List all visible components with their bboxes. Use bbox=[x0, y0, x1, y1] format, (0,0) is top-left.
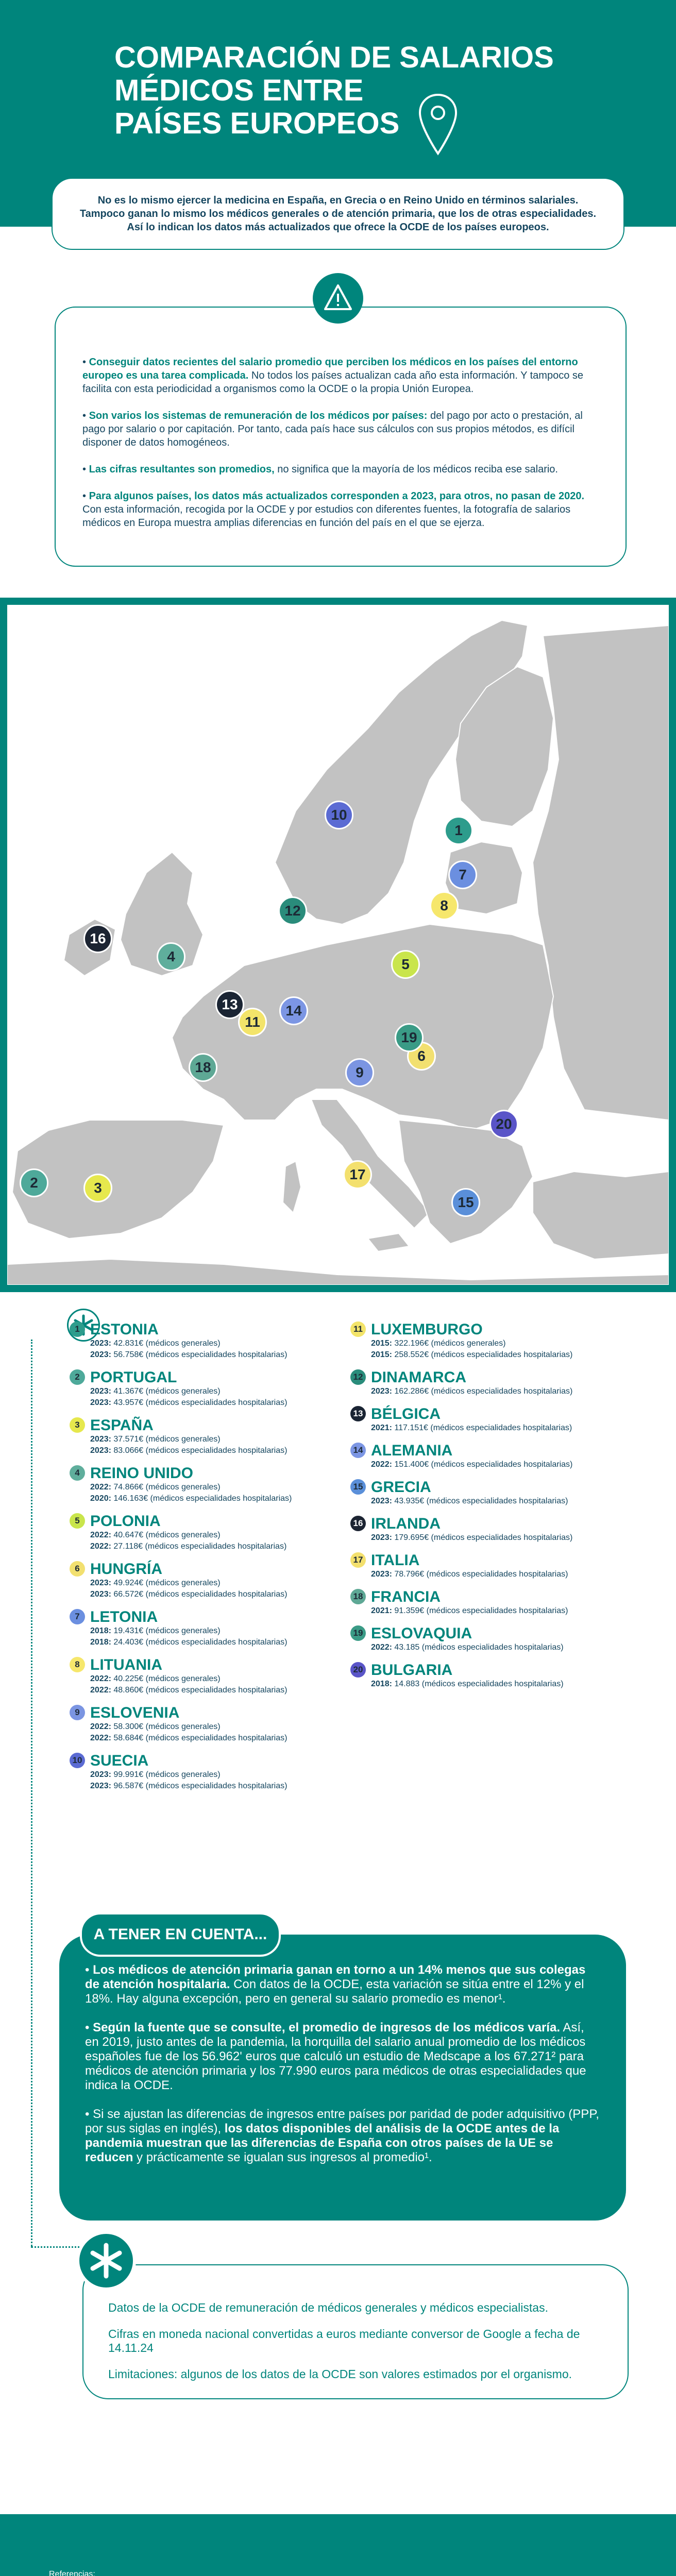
salary-year: 2022: bbox=[90, 1734, 111, 1742]
warning-paragraph: • Conseguir datos recientes del salario promedio que perciben los médicos en los países del entorno europeo es una tarea complicada. No todos los países actualizan cada año esta información. Y tampoco se facilita con esta periodicidad a organismos como la OCDE o la propia Unión Europea. bbox=[82, 357, 583, 395]
dotted-connector bbox=[31, 1340, 33, 2246]
salary-value: 179.695€ (médicos especialidades hospitalarias) bbox=[392, 1533, 573, 1542]
country-number-badge: 19 bbox=[350, 1625, 366, 1641]
salary-row bbox=[90, 1589, 337, 1600]
methodology-note-1: Datos de la OCDE de remuneración de médicos generales y médicos especialistas. bbox=[108, 2301, 548, 2314]
salary-year: 2022: bbox=[90, 1674, 111, 1683]
country-name: DINAMARCA bbox=[371, 1369, 466, 1386]
map-marker-14: 14 bbox=[279, 996, 308, 1025]
map-marker-7: 7 bbox=[448, 860, 477, 889]
country-item bbox=[350, 1662, 618, 1690]
map-marker-4: 4 bbox=[157, 942, 185, 971]
country-name: ESTONIA bbox=[90, 1321, 159, 1338]
country-item bbox=[70, 1609, 337, 1648]
map-marker-15: 15 bbox=[451, 1188, 480, 1217]
salary-value: 146.163€ (médicos especialidades hospitalarias) bbox=[111, 1494, 292, 1503]
asterisk-icon bbox=[88, 2242, 125, 2279]
salary-row bbox=[90, 1721, 337, 1733]
country-number-badge: 1 bbox=[70, 1321, 85, 1337]
country-item bbox=[70, 1705, 337, 1744]
country-item bbox=[350, 1552, 618, 1580]
salary-row bbox=[90, 1625, 337, 1637]
salary-year: 2023: bbox=[371, 1497, 392, 1505]
salary-row bbox=[90, 1386, 337, 1397]
country-number-badge: 17 bbox=[350, 1552, 366, 1568]
country-number-badge: 20 bbox=[350, 1662, 366, 1677]
country-item bbox=[70, 1657, 337, 1696]
salary-year: 2023: bbox=[371, 1387, 392, 1396]
note-p3-rest: y prácticamente se igualan sus ingresos al promedio¹. bbox=[133, 2150, 432, 2164]
warning-icon bbox=[313, 273, 363, 324]
salary-value: 117.151€ (médicos especialidades hospitalarias) bbox=[392, 1423, 572, 1432]
salary-value: 83.066€ (médicos especialidades hospitalarias) bbox=[111, 1446, 288, 1455]
country-number-badge: 13 bbox=[350, 1406, 366, 1421]
salary-row bbox=[90, 1685, 337, 1696]
asterisk-badge-large bbox=[76, 2231, 136, 2291]
map-marker-6: 6 bbox=[407, 1042, 436, 1071]
salary-year: 2023: bbox=[90, 1782, 111, 1790]
salary-row bbox=[90, 1637, 337, 1648]
country-item bbox=[70, 1465, 337, 1504]
country-number-badge: 10 bbox=[70, 1753, 85, 1768]
country-item bbox=[70, 1513, 337, 1552]
salary-value: 24.403€ (médicos especialidades hospitalarias) bbox=[111, 1638, 288, 1647]
country-item bbox=[350, 1625, 618, 1653]
salary-value: 48.860€ (médicos especialidades hospitalarias) bbox=[111, 1686, 288, 1694]
salary-value: 99.991€ (médicos generales) bbox=[111, 1770, 221, 1779]
salary-row bbox=[90, 1541, 337, 1552]
salary-value: 40.647€ (médicos generales) bbox=[111, 1531, 221, 1539]
country-name: REINO UNIDO bbox=[90, 1465, 194, 1482]
warning-paragraph: • Son varios los sistemas de remuneración de los médicos por países: del pago por acto o prestación, al pago por salario o por capitación. Por tanto, cada país hace sus cálculos con sus propios métodos, es difícil disponer de datos homogéneos. bbox=[82, 410, 583, 448]
country-name: SUECIA bbox=[90, 1752, 149, 1769]
salary-value: 56.758€ (médicos especialidades hospitalarias) bbox=[111, 1350, 288, 1359]
country-item bbox=[350, 1516, 618, 1544]
salary-value: 96.587€ (médicos especialidades hospitalarias) bbox=[111, 1782, 288, 1790]
warning-p1-bold: Conseguir datos recientes del salario promedio que perciben los médicos en los países del entorno europeo es una tarea complicada. bbox=[82, 357, 578, 381]
salary-row bbox=[371, 1569, 618, 1580]
country-name: POLONIA bbox=[90, 1513, 161, 1530]
map-marker-18: 18 bbox=[189, 1053, 217, 1082]
salary-row bbox=[90, 1530, 337, 1541]
salary-row bbox=[371, 1605, 618, 1617]
salary-year: 2021: bbox=[371, 1423, 392, 1432]
country-item bbox=[70, 1561, 337, 1600]
country-number-badge: 8 bbox=[70, 1657, 85, 1672]
map-marker-8: 8 bbox=[430, 891, 459, 920]
note-p1-rest: Con datos de la OCDE, esta variación se sitúa entre el 12% y el 18%. Hay alguna excepción, pero en general su salario promedio es menor¹. bbox=[85, 1977, 584, 2006]
map-marker-17: 17 bbox=[343, 1160, 372, 1189]
country-name: HUNGRÍA bbox=[90, 1561, 162, 1578]
country-number-badge: 7 bbox=[70, 1609, 85, 1624]
country-item bbox=[70, 1417, 337, 1456]
salary-year: 2023: bbox=[90, 1387, 111, 1396]
country-name: IRLANDA bbox=[371, 1515, 441, 1532]
salary-value: 19.431€ (médicos generales) bbox=[111, 1626, 221, 1635]
salary-row bbox=[90, 1434, 337, 1445]
salary-value: 91.359€ (médicos especialidades hospitalarias) bbox=[392, 1606, 568, 1615]
salary-year: 2023: bbox=[90, 1350, 111, 1359]
warning-badge bbox=[313, 273, 363, 324]
salary-row bbox=[90, 1781, 337, 1792]
warning-text bbox=[82, 355, 603, 543]
salary-value: 258.552€ (médicos especialidades hospitalarias) bbox=[392, 1350, 573, 1359]
references bbox=[49, 2569, 247, 2576]
salary-year: 2015: bbox=[371, 1350, 392, 1359]
salary-value: 49.924€ (médicos generales) bbox=[111, 1579, 221, 1587]
warning-p2-rest: del pago por acto o prestación, al pago por salario o por capitación. Por tanto, cada país hace sus cálculos con sus propios métodos, es difícil disponer de datos homogéneos. bbox=[82, 410, 583, 448]
warning-p1-rest: No todos los países actualizan cada año esta información. Y tampoco se facilita con esta periodicidad a organismos como la OCDE o la propia Unión Europea. bbox=[82, 370, 583, 395]
salary-value: 43.185 (médicos especialidades hospitalarias) bbox=[392, 1643, 564, 1652]
warning-p2-bold: Son varios los sistemas de remuneración de los médicos por países: bbox=[89, 410, 428, 421]
intro-box bbox=[52, 178, 624, 250]
page-title bbox=[114, 41, 578, 140]
references-title: Referencias: bbox=[49, 2570, 95, 2576]
note-paragraph: • Según la fuente que se consulte, el promedio de ingresos de los médicos varía. Así, en 2019, justo antes de la pandemia, la horquilla del salario anual promedio de los médicos españoles fue de los 56.962' euros que calculó un estudio de Medscape a los 67.271² para médicos de atención primaria y los 77.990 euros para médicos de otras especialidades que indica la OCDE. bbox=[85, 2021, 586, 2092]
country-name: BÉLGICA bbox=[371, 1405, 441, 1422]
salary-row bbox=[90, 1397, 337, 1409]
warning-p3-rest: no significa que la mayoría de los médicos reciba ese salario. bbox=[274, 464, 558, 475]
salary-row bbox=[371, 1642, 618, 1653]
salary-year: 2023: bbox=[90, 1579, 111, 1587]
salary-year: 2022: bbox=[371, 1460, 392, 1469]
salary-year: 2020: bbox=[90, 1494, 111, 1503]
warning-p4-bold: Para algunos países, los datos más actualizados corresponden a 2023, para otros, no pasan de 2020. bbox=[89, 490, 585, 502]
salary-value: 42.831€ (médicos generales) bbox=[111, 1339, 221, 1348]
salary-value: 78.796€ (médicos especialidades hospitalarias) bbox=[392, 1570, 568, 1579]
country-item bbox=[350, 1369, 618, 1397]
country-name: GRECIA bbox=[371, 1479, 431, 1496]
warning-paragraph: • Las cifras resultantes son promedios, no significa que la mayoría de los médicos reciba ese salario. bbox=[82, 464, 558, 475]
country-number-badge: 12 bbox=[350, 1369, 366, 1385]
methodology-note-3: Limitaciones: algunos de los datos de la OCDE son valores estimados por el organismo. bbox=[108, 2367, 572, 2381]
country-number-badge: 3 bbox=[70, 1417, 85, 1433]
country-number-badge: 18 bbox=[350, 1589, 366, 1604]
salary-year: 2022: bbox=[90, 1483, 111, 1492]
salary-row bbox=[90, 1349, 337, 1361]
map-marker-3: 3 bbox=[83, 1174, 112, 1202]
country-number-badge: 9 bbox=[70, 1705, 85, 1720]
salary-year: 2022: bbox=[371, 1643, 392, 1652]
country-number-badge: 2 bbox=[70, 1369, 85, 1385]
note-p2-bold: Según la fuente que se consulte, el promedio de ingresos de los médicos varía. bbox=[93, 2021, 560, 2035]
europe-map bbox=[7, 605, 669, 1285]
intro-text: No es lo mismo ejercer la medicina en España, en Grecia o en Reino Unido en términos salariales. Tampoco ganan lo mismo los médicos generales o de atención primaria, que los de otras especialidades. Así lo indican los datos más actualizados que ofrece la OCDE de los países europeos. bbox=[79, 195, 597, 233]
salary-row bbox=[90, 1733, 337, 1744]
country-name: LUXEMBURGO bbox=[371, 1321, 483, 1338]
map-marker-9: 9 bbox=[345, 1058, 374, 1087]
salary-year: 2015: bbox=[371, 1339, 392, 1348]
salary-row bbox=[371, 1349, 618, 1361]
salary-year: 2023: bbox=[90, 1398, 111, 1407]
country-number-badge: 5 bbox=[70, 1513, 85, 1529]
salary-row bbox=[371, 1386, 618, 1397]
salary-year: 2022: bbox=[90, 1542, 111, 1551]
salary-row bbox=[90, 1338, 337, 1349]
country-list-right bbox=[350, 1321, 618, 1699]
country-name: LETONIA bbox=[90, 1608, 158, 1625]
salary-row bbox=[371, 1338, 618, 1349]
salary-row bbox=[90, 1445, 337, 1456]
salary-year: 2022: bbox=[90, 1686, 111, 1694]
methodology-text bbox=[108, 2301, 598, 2394]
salary-value: 41.367€ (médicos generales) bbox=[111, 1387, 221, 1396]
country-name: PORTUGAL bbox=[90, 1369, 177, 1386]
salary-year: 2023: bbox=[90, 1770, 111, 1779]
salary-value: 58.684€ (médicos especialidades hospitalarias) bbox=[111, 1734, 288, 1742]
salary-row bbox=[90, 1578, 337, 1589]
salary-year: 2022: bbox=[90, 1722, 111, 1731]
country-item bbox=[70, 1369, 337, 1409]
salary-year: 2022: bbox=[90, 1531, 111, 1539]
country-number-badge: 16 bbox=[350, 1516, 366, 1531]
salary-value: 43.957€ (médicos especialidades hospitalarias) bbox=[111, 1398, 288, 1407]
salary-row bbox=[371, 1496, 618, 1507]
map-marker-1: 1 bbox=[444, 816, 473, 845]
map-marker-10: 10 bbox=[325, 801, 353, 829]
salary-year: 2018: bbox=[90, 1638, 111, 1647]
salary-year: 2018: bbox=[90, 1626, 111, 1635]
salary-year: 2018: bbox=[371, 1680, 392, 1688]
salary-year: 2021: bbox=[371, 1606, 392, 1615]
salary-year: 2023: bbox=[90, 1339, 111, 1348]
salary-value: 162.286€ (médicos especialidades hospitalarias) bbox=[392, 1387, 573, 1396]
map-marker-19: 19 bbox=[395, 1023, 424, 1052]
country-item bbox=[350, 1321, 618, 1361]
country-item bbox=[350, 1589, 618, 1617]
map-marker-11: 11 bbox=[238, 1008, 267, 1037]
salary-row bbox=[90, 1482, 337, 1493]
salary-row bbox=[90, 1673, 337, 1685]
country-number-badge: 6 bbox=[70, 1561, 85, 1577]
salary-value: 37.571€ (médicos generales) bbox=[111, 1435, 221, 1444]
map-marker-2: 2 bbox=[20, 1168, 48, 1197]
map-marker-16: 16 bbox=[83, 924, 112, 953]
note-p3-start: Si se ajustan las diferencias de ingresos entre países por paridad de poder adquisitivo (PPP, por sus siglas en inglés), bbox=[85, 2107, 599, 2136]
salary-year: 2023: bbox=[90, 1446, 111, 1455]
salary-value: 27.118€ (médicos especialidades hospitalarias) bbox=[111, 1542, 287, 1551]
title-line-1: COMPARACIÓN DE SALARIOS bbox=[114, 41, 554, 74]
salary-year: 2023: bbox=[90, 1435, 111, 1444]
map-marker-13: 13 bbox=[215, 990, 244, 1019]
note-paragraph: • Los médicos de atención primaria ganan en torno a un 14% menos que sus colegas de atención hospitalaria. Con datos de la OCDE, esta variación se sitúa entre el 12% y el 18%. Hay alguna excepción, pero en general su salario promedio es menor¹. bbox=[85, 1963, 586, 2006]
salary-value: 58.300€ (médicos generales) bbox=[111, 1722, 221, 1731]
salary-year: 2023: bbox=[371, 1570, 392, 1579]
country-name: LITUANIA bbox=[90, 1656, 162, 1673]
country-number-badge: 11 bbox=[350, 1321, 366, 1337]
country-item bbox=[70, 1753, 337, 1792]
salary-value: 66.572€ (médicos especialidades hospitalarias) bbox=[111, 1590, 288, 1599]
note-panel-tab: A TENER EN CUENTA... bbox=[80, 1912, 281, 1957]
map-marker-12: 12 bbox=[278, 896, 307, 925]
note-p3-bold: los datos disponibles del análisis de la OCDE antes de la pandemia muestran que las diferencias de España con otros países de la UE se reducen bbox=[85, 2122, 560, 2164]
country-item bbox=[350, 1406, 618, 1434]
salary-row bbox=[90, 1769, 337, 1781]
salary-value: 43.935€ (médicos especialidades hospitalarias) bbox=[392, 1497, 568, 1505]
footer bbox=[0, 2514, 676, 2576]
salary-value: 40.225€ (médicos generales) bbox=[111, 1674, 221, 1683]
country-name: ESLOVENIA bbox=[90, 1704, 180, 1721]
country-name: FRANCIA bbox=[371, 1588, 441, 1605]
note-p1-bold: Los médicos de atención primaria ganan en torno a un 14% menos que sus colegas de atención hospitalaria. bbox=[85, 1963, 586, 1991]
country-number-badge: 15 bbox=[350, 1479, 366, 1495]
title-line-2: MÉDICOS ENTRE bbox=[114, 74, 364, 107]
salary-row bbox=[371, 1532, 618, 1544]
salary-value: 151.400€ (médicos especialidades hospitalarias) bbox=[392, 1460, 573, 1469]
country-item bbox=[70, 1321, 337, 1361]
country-name: ALEMANIA bbox=[371, 1442, 453, 1459]
warning-paragraph: • Para algunos países, los datos más actualizados corresponden a 2023, para otros, no pasan de 2020. Con esta información, recogida por la OCDE y por estudios con diferentes fuentes, la fotografía de salarios médicos en Europa muestra amplias diferencias en función del país en el que se ejerza. bbox=[82, 490, 585, 529]
salary-year: 2023: bbox=[90, 1590, 111, 1599]
country-name: ESPAÑA bbox=[90, 1417, 154, 1434]
salary-value: 322.196€ (médicos generales) bbox=[392, 1339, 506, 1348]
salary-row bbox=[371, 1422, 618, 1434]
location-pin-icon bbox=[417, 93, 459, 157]
warning-p4-rest: Con esta información, recogida por la OCDE y por estudios con diferentes fuentes, la fotografía de salarios médicos en Europa muestra amplias diferencias en función del país en el que se ejerza. bbox=[82, 504, 571, 529]
country-name: ESLOVAQUIA bbox=[371, 1625, 472, 1642]
note-paragraph: • Si se ajustan las diferencias de ingresos entre países por paridad de poder adquisitivo (PPP, por sus siglas en inglés), los datos disponibles del análisis de la OCDE antes de la pandemia muestran que las diferencias de España con otros países de la UE se reducen y prácticamente se igualan sus ingresos al promedio¹. bbox=[85, 2107, 599, 2164]
country-number-badge: 4 bbox=[70, 1465, 85, 1481]
note-panel-text bbox=[85, 1963, 600, 2179]
title-line-3: PAÍSES EUROPEOS bbox=[114, 107, 400, 140]
salary-row bbox=[371, 1679, 618, 1690]
country-number-badge: 14 bbox=[350, 1443, 366, 1458]
salary-value: 14.883 (médicos especialidades hospitalarias) bbox=[392, 1680, 564, 1688]
country-name: ITALIA bbox=[371, 1552, 420, 1569]
note-p2-rest: Así, en 2019, justo antes de la pandemia, la horquilla del salario anual promedio de los médicos españoles fue de los 56.962' euros que calculó un estudio de Medscape a los 67.271² para médicos de atención primaria y los 77.990 euros para médicos de otras especialidades que indica la OCDE. bbox=[85, 2021, 586, 2092]
salary-year: 2023: bbox=[371, 1533, 392, 1542]
map-marker-5: 5 bbox=[391, 950, 420, 979]
country-list-left bbox=[70, 1321, 337, 1801]
warning-p3-bold: Las cifras resultantes son promedios, bbox=[89, 464, 275, 475]
methodology-note-2: Cifras en moneda nacional convertidas a euros mediante conversor de Google a fecha de 14.11.24 bbox=[108, 2327, 580, 2354]
salary-row bbox=[90, 1493, 337, 1504]
salary-value: 74.866€ (médicos generales) bbox=[111, 1483, 221, 1492]
map-marker-20: 20 bbox=[489, 1110, 518, 1139]
salary-row bbox=[371, 1459, 618, 1470]
country-item bbox=[350, 1443, 618, 1470]
country-name: BULGARIA bbox=[371, 1662, 453, 1679]
country-item bbox=[350, 1479, 618, 1507]
